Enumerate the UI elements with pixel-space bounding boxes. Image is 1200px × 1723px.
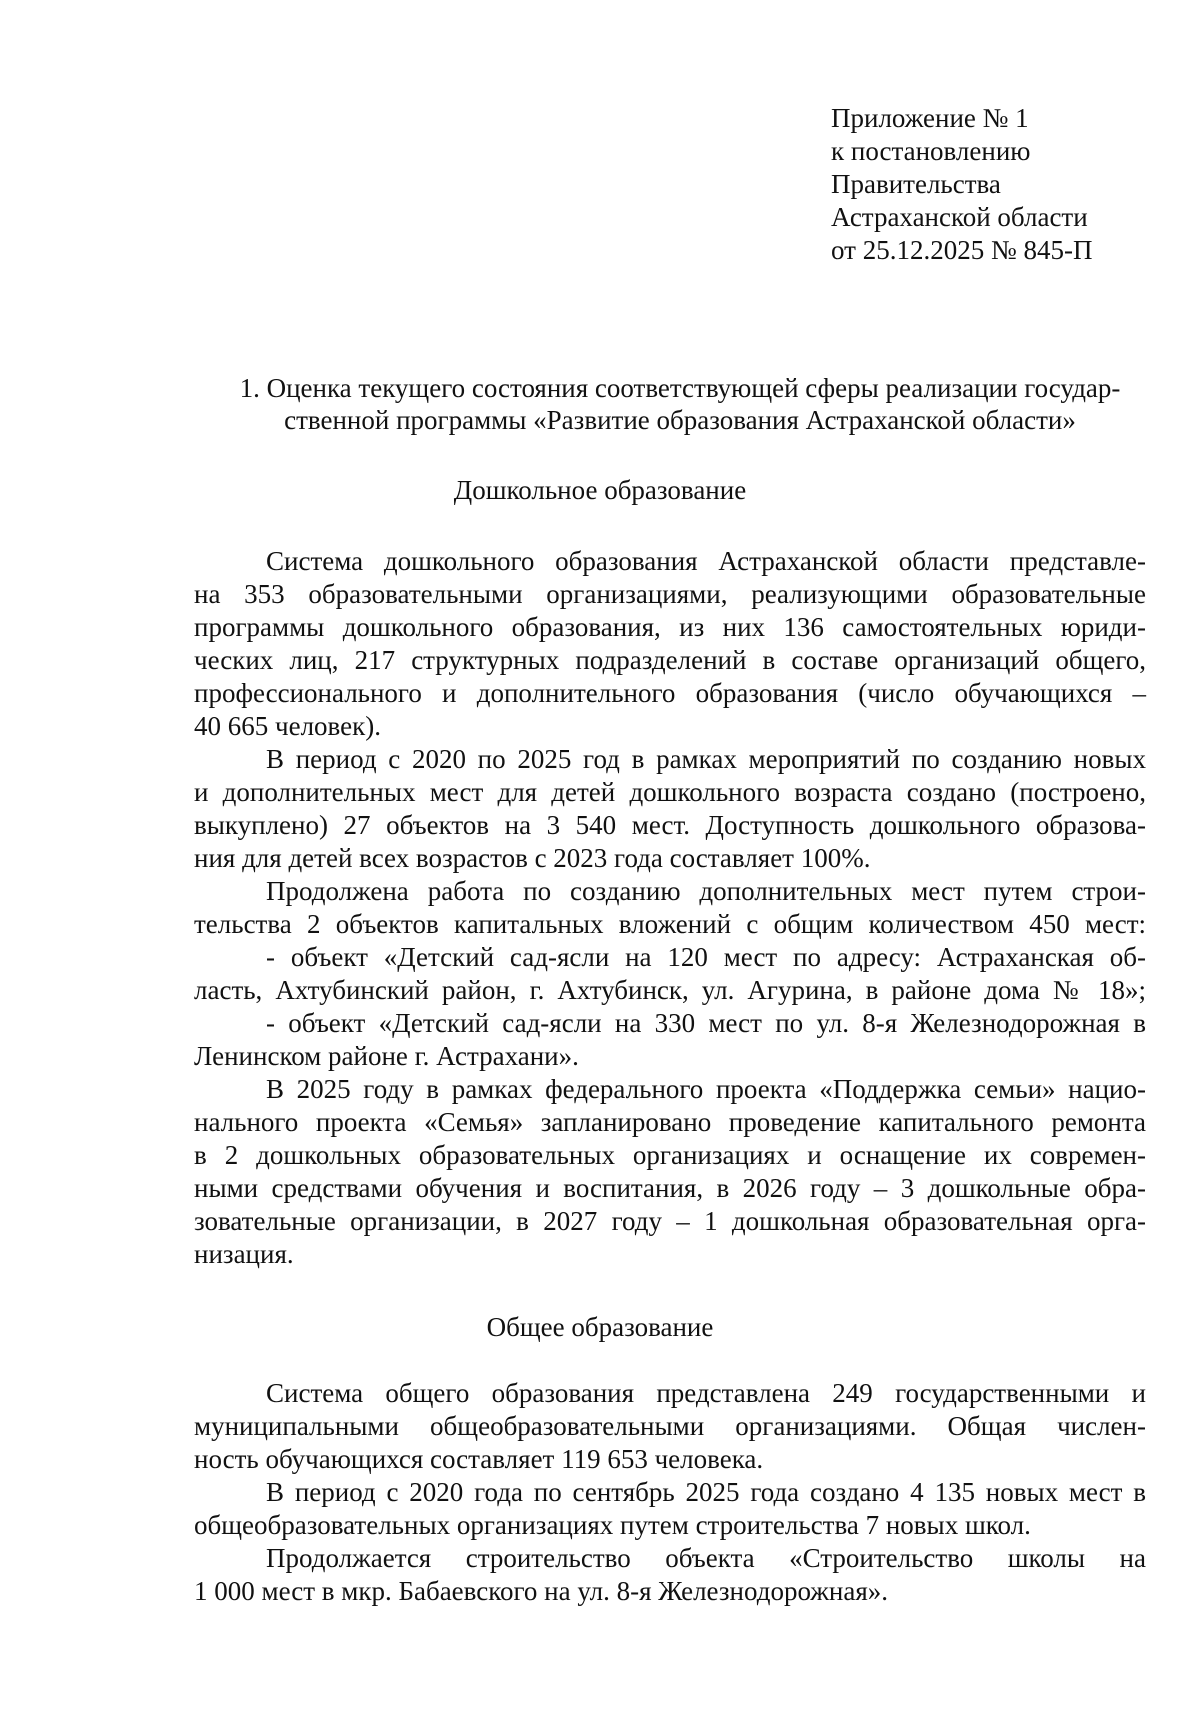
appendix-block [831,102,1161,267]
paragraph-line: программы дошкольного образования, из них 136 самостоятельных юриди- [194,612,1146,642]
paragraph-line: ния для детей всех возрастов с 2023 года составляет 100%. [194,843,871,873]
list-item-line: - объект «Детский сад-ясли на 330 мест по ул. 8-я Железнодорожная в [266,1008,1146,1038]
paragraph-line: В 2025 году в рамках федерального проекта «Поддержка семьи» нацио- [266,1074,1146,1104]
paragraph-line: в 2 дошкольных образовательных организациях и оснащение их современ- [194,1140,1146,1170]
list-item-line: ласть, Ахтубинский район, г. Ахтубинск, ул. Агурина, в районе дома № 18»; [194,975,1146,1005]
paragraph-line: нального проекта «Семья» запланировано проведение капитального ремонта [194,1107,1146,1137]
paragraph-line: профессионального и дополнительного образования (число обучающихся – [194,678,1146,708]
paragraph-line: муниципальными общеобразовательными организациями. Общая числен- [194,1411,1146,1441]
appendix-line: от 25.12.2025 № 845-П [831,235,1093,265]
section-body-general [194,1377,1146,1608]
paragraph-line: на 353 образовательными организациями, реализующими образовательные [194,579,1146,609]
section-heading-general: Общее образование [486,1312,714,1342]
title-line: 1. Оценка текущего состояния соответствующей сферы реализации государ- [239,373,1121,403]
list-item-line: - объект «Детский сад-ясли на 120 мест по адресу: Астраханская об- [266,942,1146,972]
paragraph-line: ность обучающихся составляет 119 653 человека. [194,1444,764,1474]
paragraph-line: тельства 2 объектов капитальных вложений с общим количеством 450 мест: [194,909,1146,939]
paragraph-line: Система дошкольного образования Астраханской области представле- [266,546,1146,576]
paragraph-line: В период с 2020 по 2025 год в рамках мероприятий по созданию новых [266,744,1146,774]
paragraph-line: ческих лиц, 217 структурных подразделений в составе организаций общего, [194,645,1146,675]
paragraph-line: Система общего образования представлена 249 государственными и [266,1378,1146,1408]
paragraph-line: 40 665 человек). [194,711,381,741]
paragraph-line: выкуплено) 27 объектов на 3 540 мест. Доступность дошкольного образова- [194,810,1146,840]
appendix-line: Астраханской области [831,202,1088,232]
paragraph-line: ными средствами обучения и воспитания, в 2026 году – 3 дошкольные обра- [194,1173,1146,1203]
title-line: ственной программы «Развитие образования Астраханской области» [284,405,1076,435]
section-heading-preschool: Дошкольное образование [453,475,747,505]
paragraph-line: и дополнительных мест для детей дошкольного возраста создано (построено, [194,777,1146,807]
paragraph-line: Продолжается строительство объекта «Строительство школы на [266,1543,1146,1573]
paragraph-line: низация. [194,1239,294,1269]
paragraph-line: 1 000 мест в мкр. Бабаевского на ул. 8-я Железнодорожная». [194,1576,889,1606]
paragraph-line: Продолжена работа по созданию дополнительных мест путем строи- [266,876,1146,906]
document-title [190,372,1170,436]
appendix-line: Правительства [831,169,1001,199]
appendix-line: к постановлению [831,136,1031,166]
section-body-preschool [194,545,1146,1271]
paragraph-line: В период с 2020 года по сентябрь 2025 года создано 4 135 новых мест в [266,1477,1146,1507]
paragraph-line: зовательные организации, в 2027 году – 1 дошкольная образовательная орга- [194,1206,1146,1236]
list-item-line: Ленинском районе г. Астрахани». [194,1041,579,1071]
paragraph-line: общеобразовательных организациях путем строительства 7 новых школ. [194,1510,1031,1540]
appendix-line: Приложение № 1 [831,103,1029,133]
